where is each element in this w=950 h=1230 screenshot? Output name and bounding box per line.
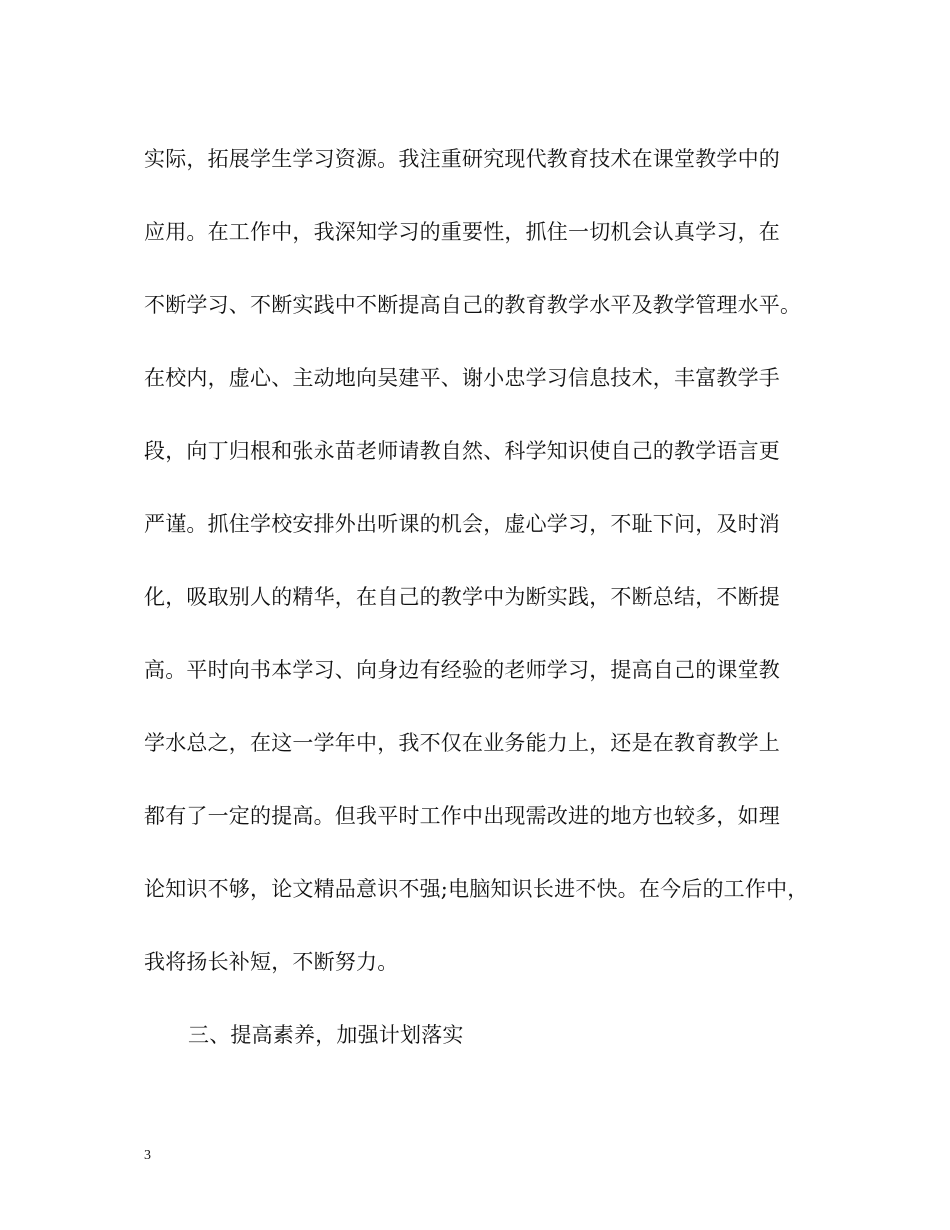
page-number: 3 [144,1148,151,1163]
body-text-line: 严谨。抓住学校安排外出听课的机会，虚心学习，不耻下问，及时消 [144,512,780,536]
body-text-line: 高。平时向书本学习、向身边有经验的老师学习，提高自己的课堂教 [144,658,780,682]
body-text-line: 实际，拓展学生学习资源。我注重研究现代教育技术在课堂教学中的 [144,147,780,171]
body-text-line: 学水总之，在这一学年中，我不仅在业务能力上，还是在教育教学上 [144,731,780,755]
body-text-line: 在校内，虚心、主动地向吴建平、谢小忠学习信息技术，丰富教学手 [144,366,780,390]
body-text-line: 化，吸取别人的精华，在自己的教学中为断实践，不断总结，不断提 [144,585,780,609]
body-text-line: 段，向丁归根和张永苗老师请教自然、科学知识使自己的教学语言更 [144,439,780,463]
body-text-line: 论知识不够，论文精品意识不强;电脑知识长进不快。在今后的工作中， [144,877,809,901]
body-text-line: 不断学习、不断实践中不断提高自己的教育教学水平及教学管理水平。 [144,293,802,317]
body-text-line: 都有了一定的提高。但我平时工作中出现需改进的地方也较多，如理 [144,804,780,828]
body-text-line: 我将扬长补短，不断努力。 [144,950,399,974]
section-heading: 三、提高素养，加强计划落实 [188,1023,464,1047]
body-text-line: 应用。在工作中，我深知学习的重要性，抓住一切机会认真学习，在 [144,220,780,244]
